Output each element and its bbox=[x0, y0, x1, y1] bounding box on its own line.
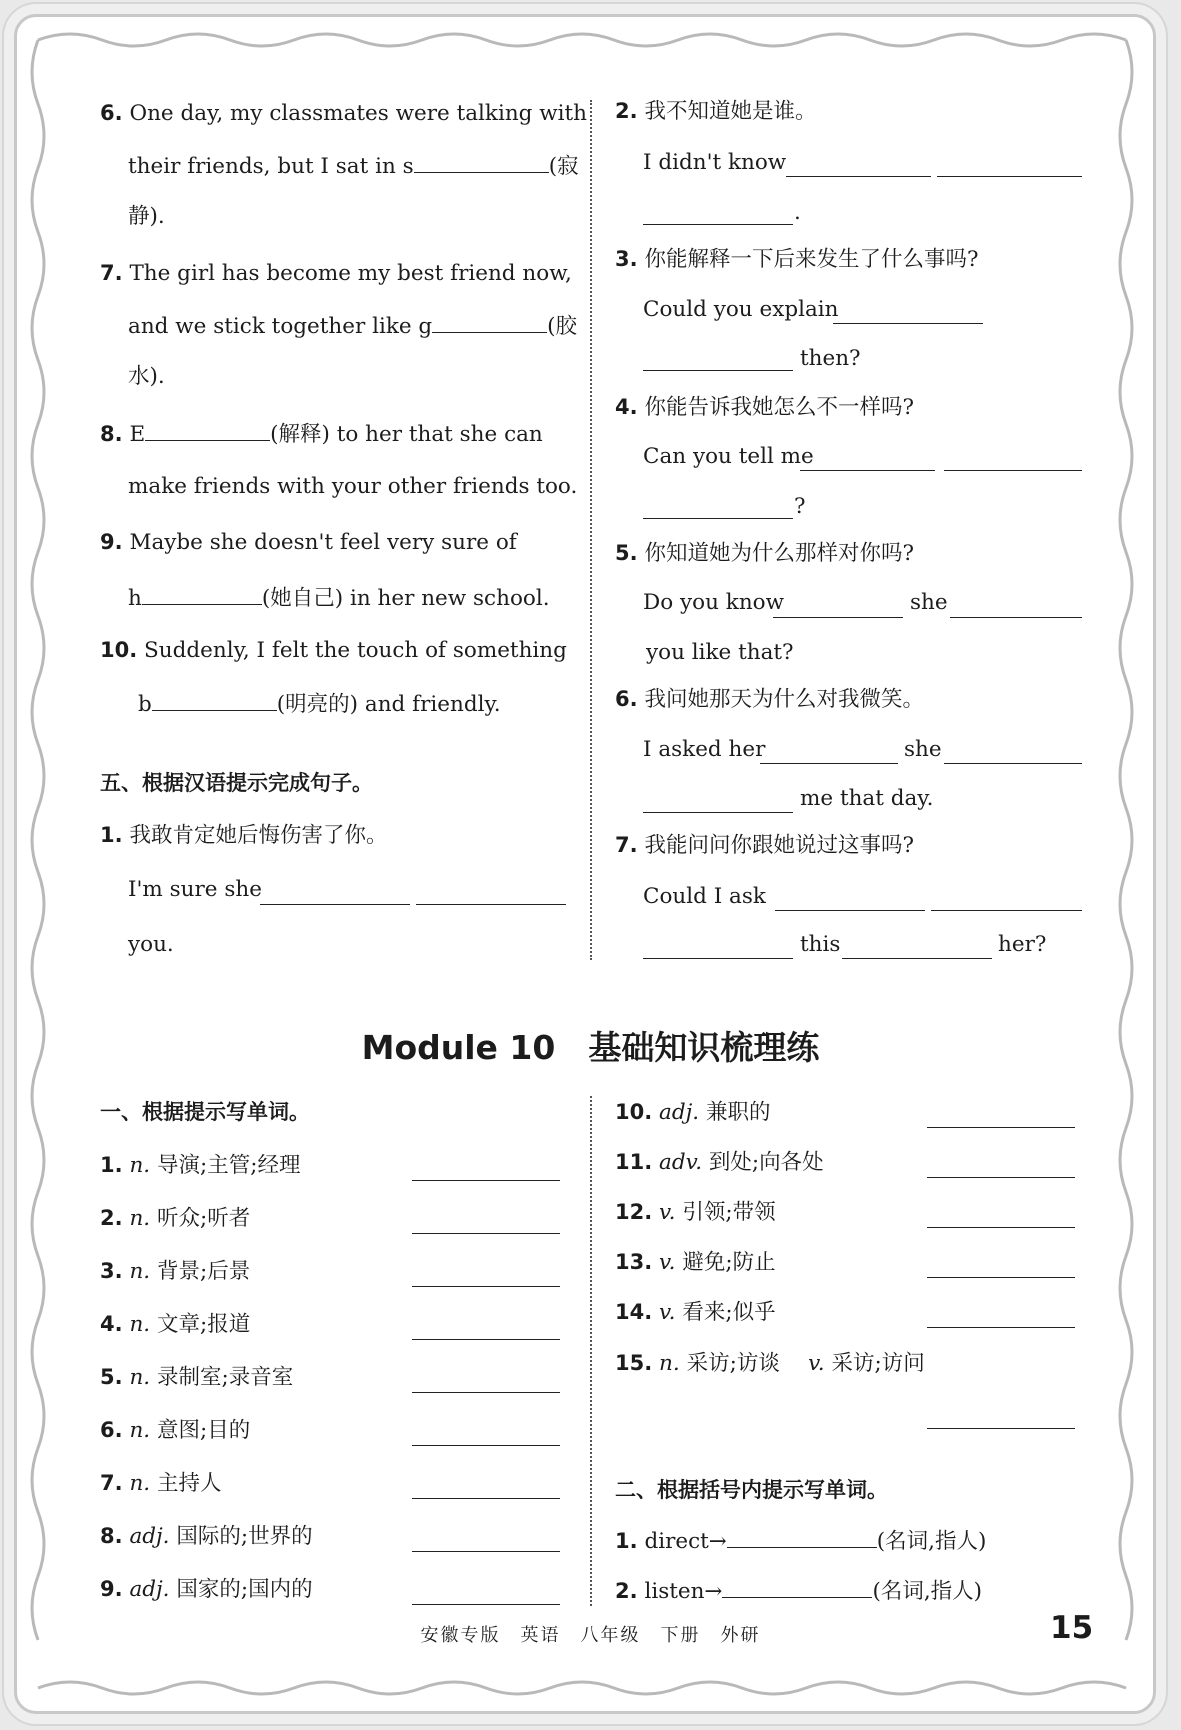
vocab-meaning: 国家的;国内的 bbox=[176, 1577, 313, 1602]
answer-blank[interactable] bbox=[412, 1286, 560, 1287]
vocab-part-of-speech: n. bbox=[129, 1365, 151, 1390]
vocab-item bbox=[615, 1247, 776, 1278]
sentence-6-line2b: she bbox=[904, 737, 942, 762]
answer-blank[interactable] bbox=[927, 1227, 1075, 1228]
vocab-number: 8. bbox=[100, 1524, 123, 1548]
vocab-part-of-speech: n. bbox=[129, 1206, 151, 1231]
answer-blank[interactable] bbox=[927, 1277, 1075, 1278]
answer-blank[interactable] bbox=[152, 688, 277, 711]
vocab-meaning: 兼职的 bbox=[705, 1100, 771, 1125]
vocab-part-of-speech: adj. bbox=[129, 1524, 170, 1549]
vocab-meaning: 国际的;世界的 bbox=[176, 1524, 313, 1549]
answer-blank[interactable] bbox=[927, 1127, 1075, 1128]
vocab-item bbox=[100, 1256, 250, 1287]
question-9-line2: h (她自己) in her new school. bbox=[128, 582, 550, 614]
vocab-part-of-speech: adj. bbox=[129, 1577, 170, 1602]
sentence-6-chinese: 6. 我问她那天为什么对我微笑。 bbox=[615, 687, 924, 712]
question-8-line1: 8. E (解释) to her that she can bbox=[100, 418, 543, 450]
vocab-item bbox=[100, 1415, 250, 1446]
vocab-part-of-speech: v. bbox=[659, 1250, 676, 1275]
question-10-line1: 10. Suddenly, I felt the touch of something bbox=[100, 638, 567, 663]
answer-blank[interactable] bbox=[643, 224, 793, 225]
sentence-7-line3a: this bbox=[800, 932, 841, 957]
answer-blank[interactable] bbox=[931, 910, 1082, 911]
answer-blank[interactable] bbox=[416, 904, 566, 905]
vocab-item bbox=[100, 1521, 313, 1552]
question-6-line1: 6. One day, my classmates were talking with bbox=[100, 101, 588, 126]
vocab-part-of-speech: adv. bbox=[659, 1150, 703, 1175]
answer-blank[interactable] bbox=[944, 470, 1082, 471]
vocab-meaning: 避免;防止 bbox=[682, 1250, 776, 1275]
sentence-3-line2: Could you explain bbox=[643, 297, 839, 322]
question-9-line1: 9. Maybe she doesn't feel very sure of bbox=[100, 530, 517, 555]
vocab-number: 13. bbox=[615, 1250, 653, 1274]
vocab-meaning: 录制室;录音室 bbox=[156, 1365, 294, 1390]
sentence-6-line2a: I asked her bbox=[643, 737, 766, 762]
answer-blank[interactable] bbox=[412, 1445, 560, 1446]
vocab-item bbox=[100, 1574, 313, 1605]
form-item-1: 1. direct→ (名词,指人) bbox=[615, 1525, 986, 1557]
vocab-meaning: 文章;报道 bbox=[156, 1312, 251, 1337]
vocab-number: 10. bbox=[615, 1100, 653, 1124]
section-1-heading: 一、根据提示写单词。 bbox=[100, 1100, 310, 1124]
question-6-line3: 静). bbox=[128, 204, 165, 229]
vocab-part-of-speech: n. bbox=[129, 1418, 151, 1443]
answer-blank[interactable] bbox=[412, 1604, 560, 1605]
sentence-5-line2b: she bbox=[910, 590, 948, 615]
answer-blank[interactable] bbox=[927, 1327, 1075, 1328]
vocab-number: 1. bbox=[100, 1153, 123, 1177]
vocab-meaning: 到处;向各处 bbox=[708, 1150, 824, 1175]
answer-blank[interactable] bbox=[775, 910, 925, 911]
answer-blank[interactable] bbox=[643, 958, 793, 959]
sentence-3-line3: then? bbox=[800, 346, 861, 371]
vocab-part-of-speech: v. bbox=[659, 1200, 676, 1225]
vocab-meaning: 主持人 bbox=[156, 1471, 222, 1496]
vocab-number: 7. bbox=[100, 1471, 123, 1495]
question-8-line2: make friends with your other friends too. bbox=[128, 474, 578, 499]
answer-blank[interactable] bbox=[773, 617, 903, 618]
answer-blank[interactable] bbox=[412, 1498, 560, 1499]
vocab-item bbox=[100, 1203, 250, 1234]
section-2-heading: 二、根据括号内提示写单词。 bbox=[615, 1478, 888, 1502]
answer-blank[interactable] bbox=[727, 1525, 877, 1548]
vocab-item bbox=[615, 1197, 776, 1228]
module-title: Module 10 基础知识梳理练 bbox=[361, 1028, 820, 1067]
vocab-item bbox=[100, 1150, 300, 1181]
answer-blank[interactable] bbox=[260, 904, 410, 905]
sentence-4-line2: Can you tell me bbox=[643, 444, 814, 469]
vocab-meaning: 导演;主管;经理 bbox=[156, 1153, 301, 1178]
vocab-number: 9. bbox=[100, 1577, 123, 1601]
sentence-6-line3: me that day. bbox=[800, 786, 934, 811]
answer-blank[interactable] bbox=[643, 370, 793, 371]
vocab-meaning: 背景;后景 bbox=[156, 1259, 251, 1284]
answer-blank[interactable] bbox=[927, 1177, 1075, 1178]
vocab-item bbox=[100, 1309, 250, 1340]
answer-blank[interactable] bbox=[412, 1180, 560, 1181]
sentence-7-line3b: her? bbox=[998, 932, 1047, 957]
vocab-meaning: 意图;目的 bbox=[156, 1418, 251, 1443]
section-5-heading: 五、根据汉语提示完成句子。 bbox=[100, 771, 373, 795]
vocab-number: 5. bbox=[100, 1365, 123, 1389]
answer-blank[interactable] bbox=[944, 763, 1082, 764]
answer-blank[interactable] bbox=[643, 812, 793, 813]
answer-blank[interactable] bbox=[142, 582, 262, 605]
sentence-5-line2a: Do you know bbox=[643, 590, 785, 615]
answer-blank[interactable] bbox=[786, 176, 931, 177]
sentence-5-line3: you like that? bbox=[646, 640, 794, 665]
answer-blank[interactable] bbox=[842, 958, 992, 959]
vocab-item bbox=[615, 1147, 824, 1178]
answer-blank[interactable] bbox=[927, 1428, 1075, 1429]
vocab-number: 3. bbox=[100, 1259, 123, 1283]
page-number: 15 bbox=[1050, 1610, 1094, 1646]
sentence-4-chinese: 4. 你能告诉我她怎么不一样吗? bbox=[615, 395, 914, 420]
sentence-1-chinese: 1. 我敢肯定她后悔伤害了你。 bbox=[100, 823, 388, 848]
form-item-2: 2. listen→ (名词,指人) bbox=[615, 1575, 982, 1607]
answer-blank[interactable] bbox=[722, 1575, 872, 1598]
page-footer: 安徽专版 英语 八年级 下册 外研 bbox=[420, 1625, 761, 1646]
vocab-part-of-speech: n. bbox=[129, 1153, 151, 1178]
answer-blank[interactable] bbox=[937, 176, 1082, 177]
sentence-7-line2: Could I ask bbox=[643, 884, 766, 909]
sentence-2-period: . bbox=[794, 200, 801, 225]
vocab-meaning: 看来;似乎 bbox=[682, 1300, 776, 1325]
vocab-part-of-speech: n. bbox=[129, 1312, 151, 1337]
vocab-number: 4. bbox=[100, 1312, 123, 1336]
vocab-meaning: 听众;听者 bbox=[156, 1206, 251, 1231]
vocab-number: 6. bbox=[100, 1418, 123, 1442]
question-10-line2: b (明亮的) and friendly. bbox=[138, 688, 501, 720]
sentence-7-chinese: 7. 我能问问你跟她说过这事吗? bbox=[615, 833, 914, 858]
question-7-line2: and we stick together like g (胶 bbox=[128, 310, 577, 342]
sentence-3-chinese: 3. 你能解释一下后来发生了什么事吗? bbox=[615, 247, 979, 272]
vocab-part-of-speech: n. bbox=[129, 1471, 151, 1496]
sentence-1-line3: you. bbox=[128, 932, 174, 957]
answer-blank[interactable] bbox=[145, 418, 270, 441]
sentence-4-mark: ? bbox=[794, 494, 806, 519]
column-divider-top bbox=[590, 100, 592, 960]
vocab-number: 12. bbox=[615, 1200, 653, 1224]
answer-blank[interactable] bbox=[412, 1233, 560, 1234]
answer-blank[interactable] bbox=[412, 1392, 560, 1393]
sentence-2-line2: I didn't know bbox=[643, 150, 787, 175]
answer-blank[interactable] bbox=[643, 518, 793, 519]
sentence-5-chinese: 5. 你知道她为什么那样对你吗? bbox=[615, 541, 914, 566]
answer-blank[interactable] bbox=[412, 1339, 560, 1340]
question-6-line2: their friends, but I sat in s (寂 bbox=[128, 150, 579, 182]
vocab-part-of-speech: n. bbox=[129, 1259, 151, 1284]
answer-blank[interactable] bbox=[800, 470, 935, 471]
vocab-item bbox=[100, 1362, 293, 1393]
vocab-number: 14. bbox=[615, 1300, 653, 1324]
sentence-1-line2: I'm sure she bbox=[128, 877, 262, 902]
answer-blank[interactable] bbox=[414, 150, 549, 173]
answer-blank[interactable] bbox=[432, 310, 547, 333]
question-7-line1: 7. The girl has become my best friend now, bbox=[100, 261, 572, 286]
vocab-part-of-speech: v. bbox=[659, 1300, 676, 1325]
vocab-part-of-speech: adj. bbox=[659, 1100, 700, 1125]
vocab-item-15: 15. n. 采访;访谈 v. 采访;访问 bbox=[615, 1351, 925, 1376]
answer-blank[interactable] bbox=[950, 617, 1082, 618]
vocab-meaning: 引领;带领 bbox=[682, 1200, 776, 1225]
vocab-item bbox=[615, 1297, 776, 1328]
vocab-item bbox=[615, 1097, 771, 1128]
column-divider-bottom bbox=[590, 1096, 592, 1606]
vocab-number: 11. bbox=[615, 1150, 653, 1174]
answer-blank[interactable] bbox=[412, 1551, 560, 1552]
sentence-2-chinese: 2. 我不知道她是谁。 bbox=[615, 99, 817, 124]
question-7-line3: 水). bbox=[128, 364, 165, 389]
vocab-number: 2. bbox=[100, 1206, 123, 1230]
vocab-item bbox=[100, 1468, 221, 1499]
answer-blank[interactable] bbox=[833, 323, 983, 324]
answer-blank[interactable] bbox=[760, 763, 898, 764]
